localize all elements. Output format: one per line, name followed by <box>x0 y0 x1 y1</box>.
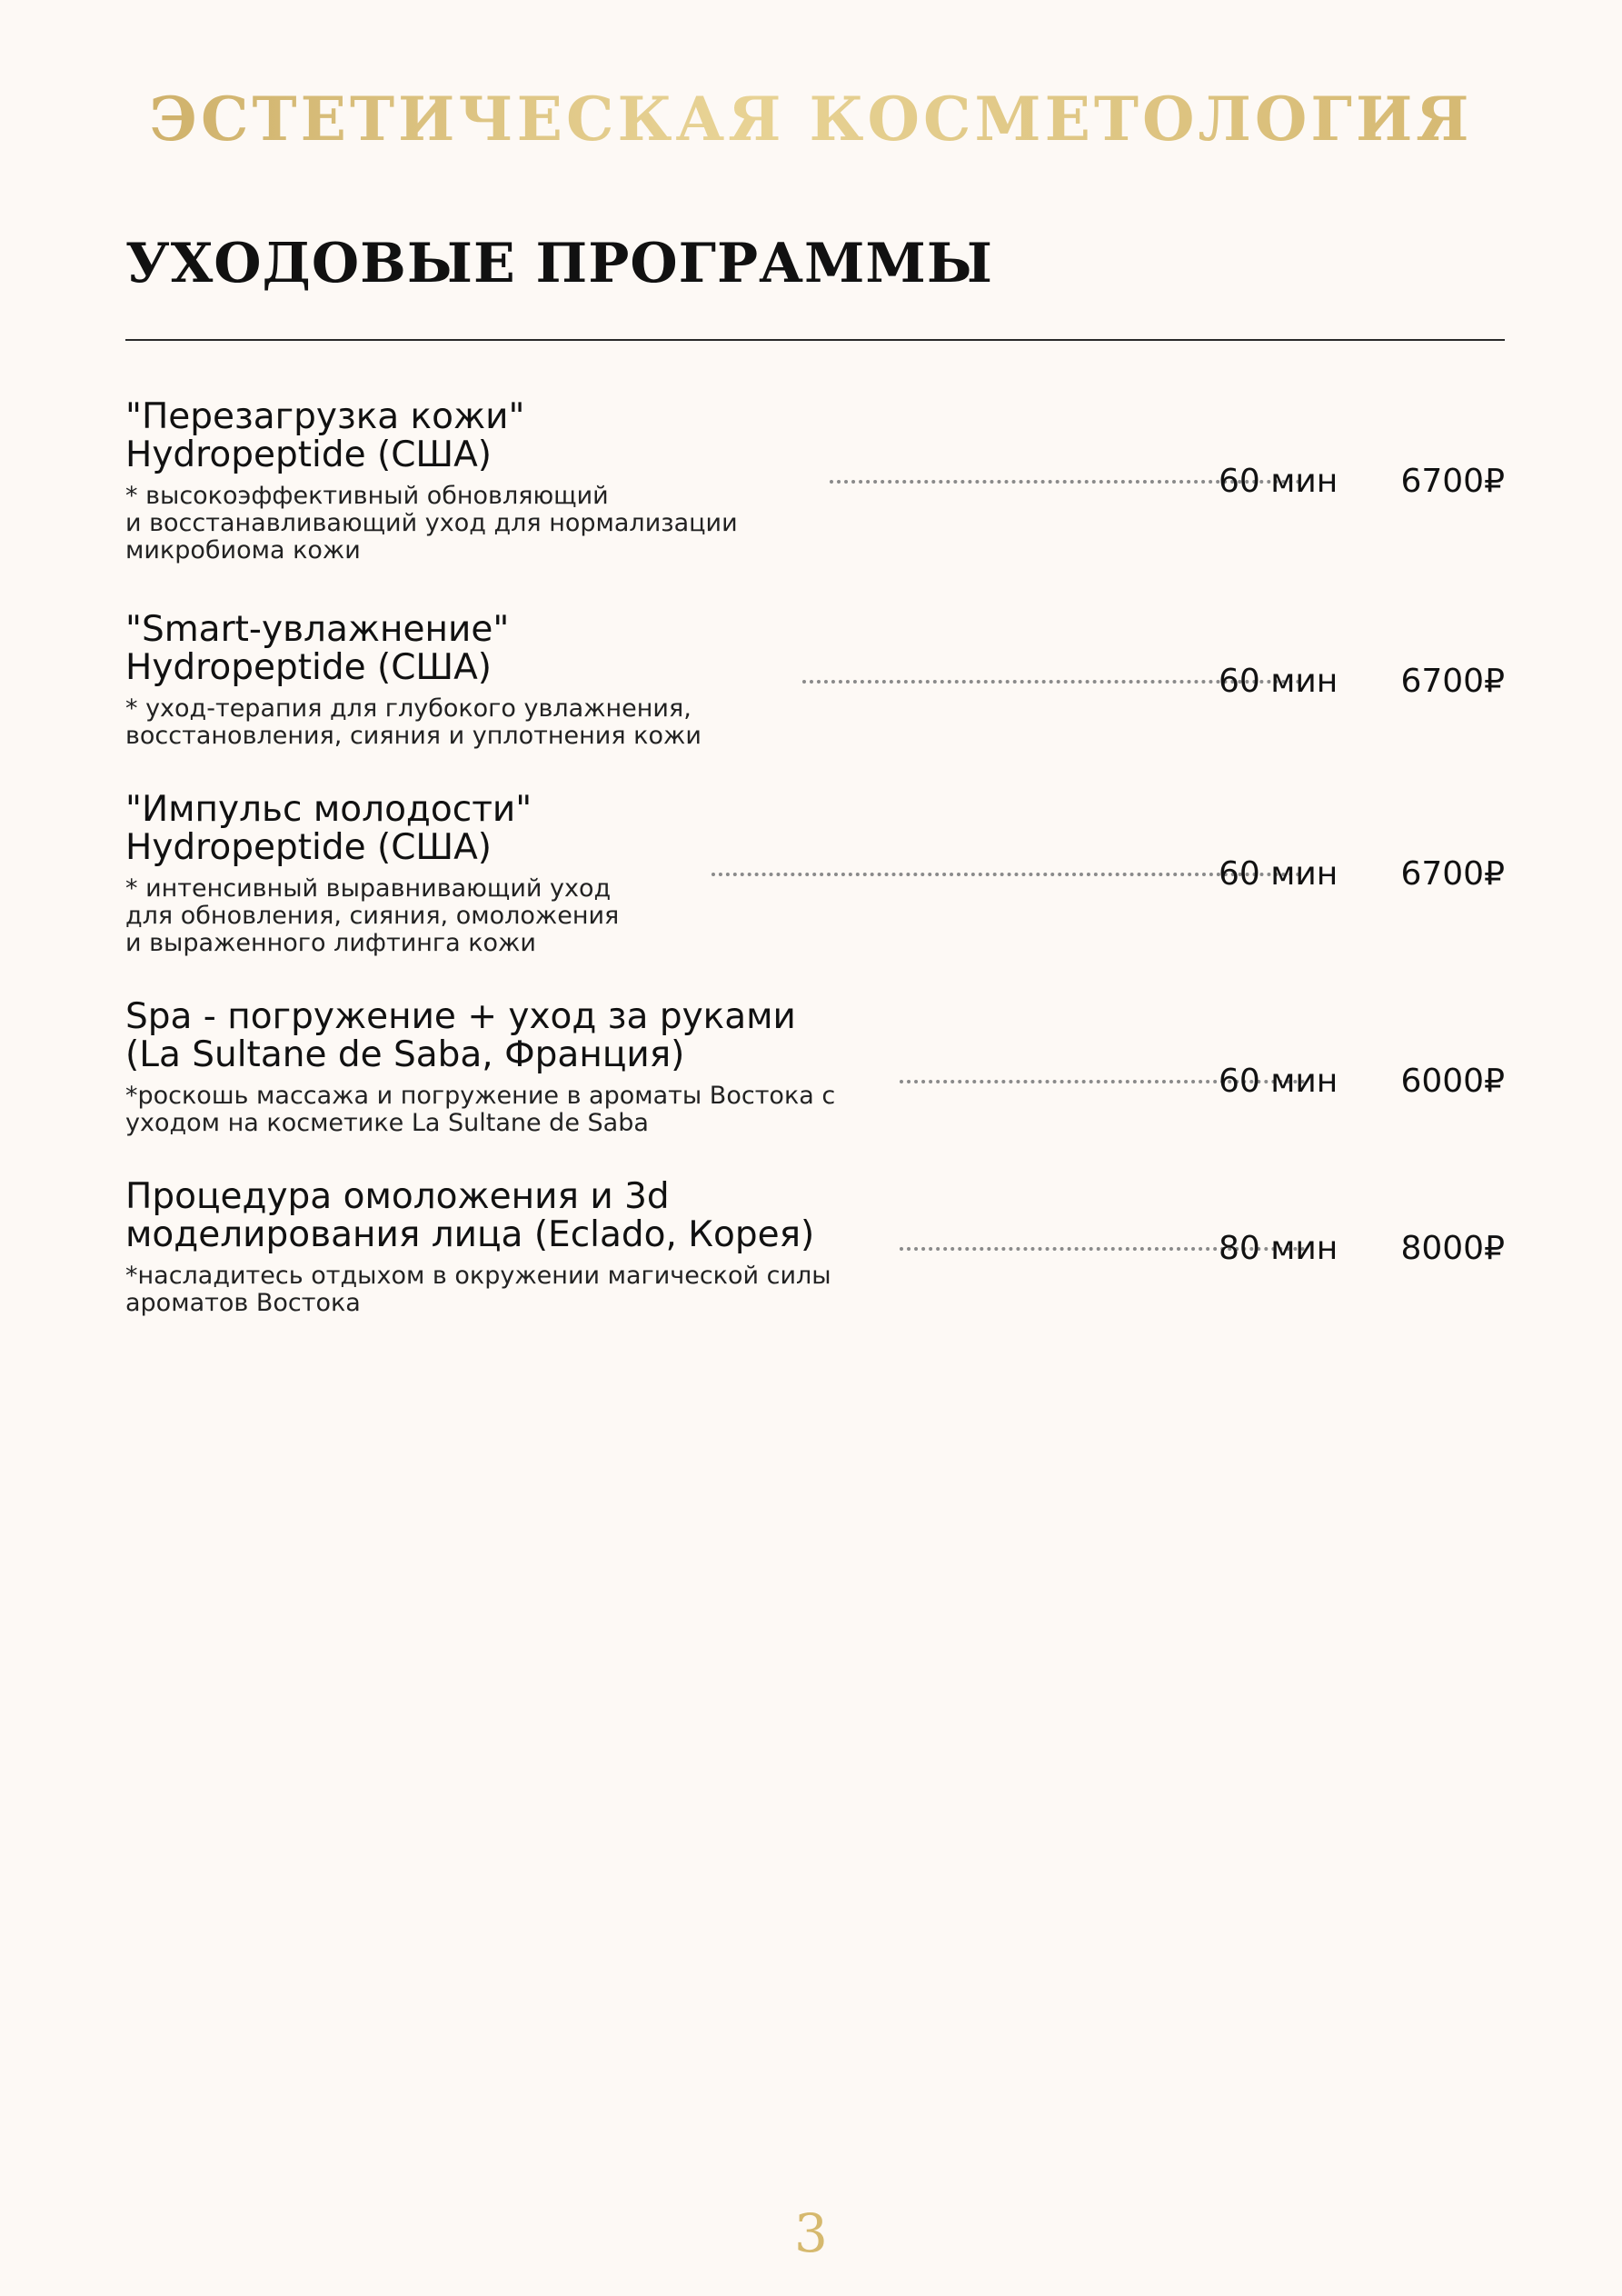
service-item <box>125 1178 1505 1323</box>
service-price: 6700₽ <box>1400 663 1505 700</box>
service-name-line: Hydropeptide (США) <box>125 647 493 688</box>
service-duration: 60 мин <box>1219 1063 1338 1100</box>
service-description <box>125 1263 1505 1317</box>
service-name-line: (La Sultane de Saba, Франция) <box>125 1034 685 1075</box>
service-description-line: восстановления, сияния и уплотнения кожи <box>125 722 702 750</box>
service-description-line: * высокоэффективный обновляющий <box>125 482 609 510</box>
service-description-line: и восстанавливающий уход для нормализации <box>125 509 738 537</box>
service-name-line: Процедура омоложения и 3d <box>125 1176 670 1217</box>
service-description-line: и выраженного лифтинга кожи <box>125 929 536 957</box>
service-description-line: микробиома кожи <box>125 536 361 564</box>
service-description-line: ароматов Востока <box>125 1289 361 1317</box>
page-header-title: ЭСТЕТИЧЕСКАЯ КОСМЕТОЛОГИЯ <box>0 84 1622 155</box>
service-item <box>125 998 1505 1143</box>
service-price: 8000₽ <box>1400 1230 1505 1267</box>
service-item <box>125 398 1505 571</box>
service-price: 6700₽ <box>1400 463 1505 500</box>
service-duration: 80 мин <box>1219 1230 1338 1267</box>
service-item <box>125 791 1505 963</box>
service-name-line: Hydropeptide (США) <box>125 434 493 475</box>
page-number: 3 <box>794 2202 828 2264</box>
service-name-line: Hydropeptide (США) <box>125 827 493 868</box>
service-name-line: Spa - погружение + уход за руками <box>125 996 796 1037</box>
service-name-line: моделирования лица (Eclado, Корея) <box>125 1214 815 1255</box>
service-item <box>125 611 1505 756</box>
service-duration: 60 мин <box>1219 663 1338 700</box>
service-name-line: "Импульс молодости" <box>125 789 532 830</box>
service-description-line: * уход-терапия для глубокого увлажнения, <box>125 694 692 723</box>
service-duration: 60 мин <box>1219 855 1338 893</box>
service-description-line: * интенсивный выравнивающий уход <box>125 874 612 903</box>
service-description-line: *роскошь массажа и погружение в ароматы Востока с <box>125 1082 836 1110</box>
service-description <box>125 695 1505 750</box>
service-name-line: "Smart-увлажнение" <box>125 609 510 650</box>
service-description-line: уходом на косметике La Sultane de Saba <box>125 1109 649 1137</box>
section-divider <box>125 339 1505 341</box>
service-description-line: *насладитесь отдыхом в окружении магической силы <box>125 1262 831 1290</box>
service-description-line: для обновления, сияния, омоложения <box>125 902 620 930</box>
service-price: 6000₽ <box>1400 1063 1505 1100</box>
service-price: 6700₽ <box>1400 855 1505 893</box>
service-duration: 60 мин <box>1219 463 1338 500</box>
section-title: УХОДОВЫЕ ПРОГРАММЫ <box>125 232 993 295</box>
service-name-line: "Перезагрузка кожи" <box>125 396 525 437</box>
dotted-leader <box>711 873 1300 876</box>
